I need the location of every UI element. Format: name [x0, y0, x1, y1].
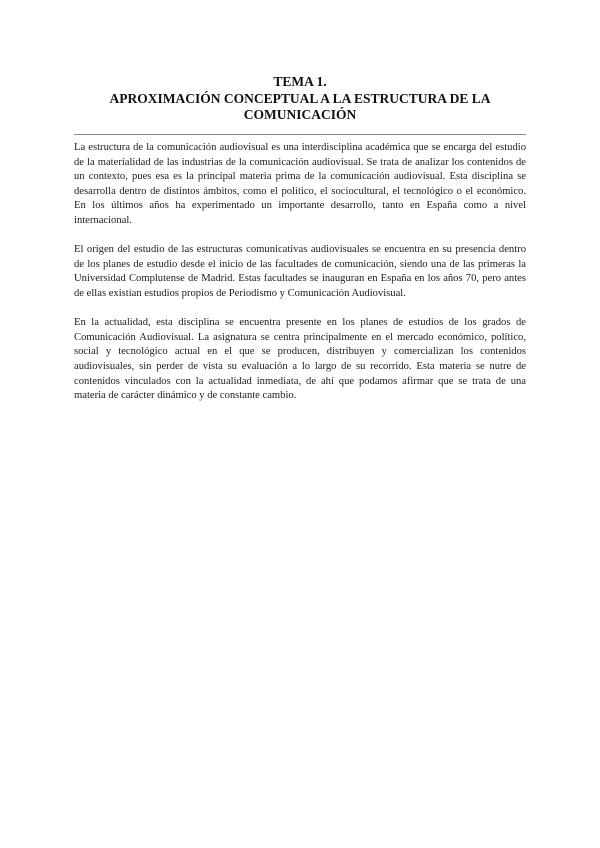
document-body [74, 141, 526, 418]
paragraph-3: En la actualidad, esta disciplina se encuentra presente en los planes de estudios de los grados de Comunicación Audiovisual. La asignatura se centra principalmente en el mercado económico, político, social y tecnológico actual en el que se producen, distribuyen y comercializan los contenidos audiovisuales, sin perder de vista su evaluación a lo largo de su recorrido. Esta materia se nutre de contenidos vinculados con la actualidad inmediata, de ahí que podamos afirmar que se trata de una materia de carácter dinámico y de constante cambio. [74, 317, 526, 402]
document-title [74, 74, 526, 124]
title-line-3: COMUNICACIÓN [243, 107, 357, 122]
title-line-2: APROXIMACIÓN CONCEPTUAL A LA ESTRUCTURA DE LA [109, 90, 491, 106]
paragraph-1: La estructura de la comunicación audiovisual es una interdisciplina académica que se encarga del estudio de la materialidad de las industrias de la comunicación audiovisual. Se trata de analizar los contenidos de un contexto, pues esa es la principal materia prima de la comunicación audiovisual. Esta disciplina se desarrolla dentro de distintos ámbitos, como el político, el sociocultural, el tecnológico o el económico. En los últimos años ha experimentado un importante desarrollo, tanto en España como a nivel internacional. [74, 142, 526, 226]
horizontal-divider [74, 134, 526, 135]
paragraph-2: El origen del estudio de las estructuras comunicativas audiovisuales se encuentra en su presencia dentro de los planes de estudio desde el inicio de las facultades de comunicación, siendo una de las primeras la Universidad Complutense de Madrid. Estas facultades se inauguran en España en los años 70, pero antes de ellas existían estudios propios de Periodismo y Comunicación Audiovisual. [74, 244, 526, 299]
title-line-1: TEMA 1. [273, 74, 327, 89]
